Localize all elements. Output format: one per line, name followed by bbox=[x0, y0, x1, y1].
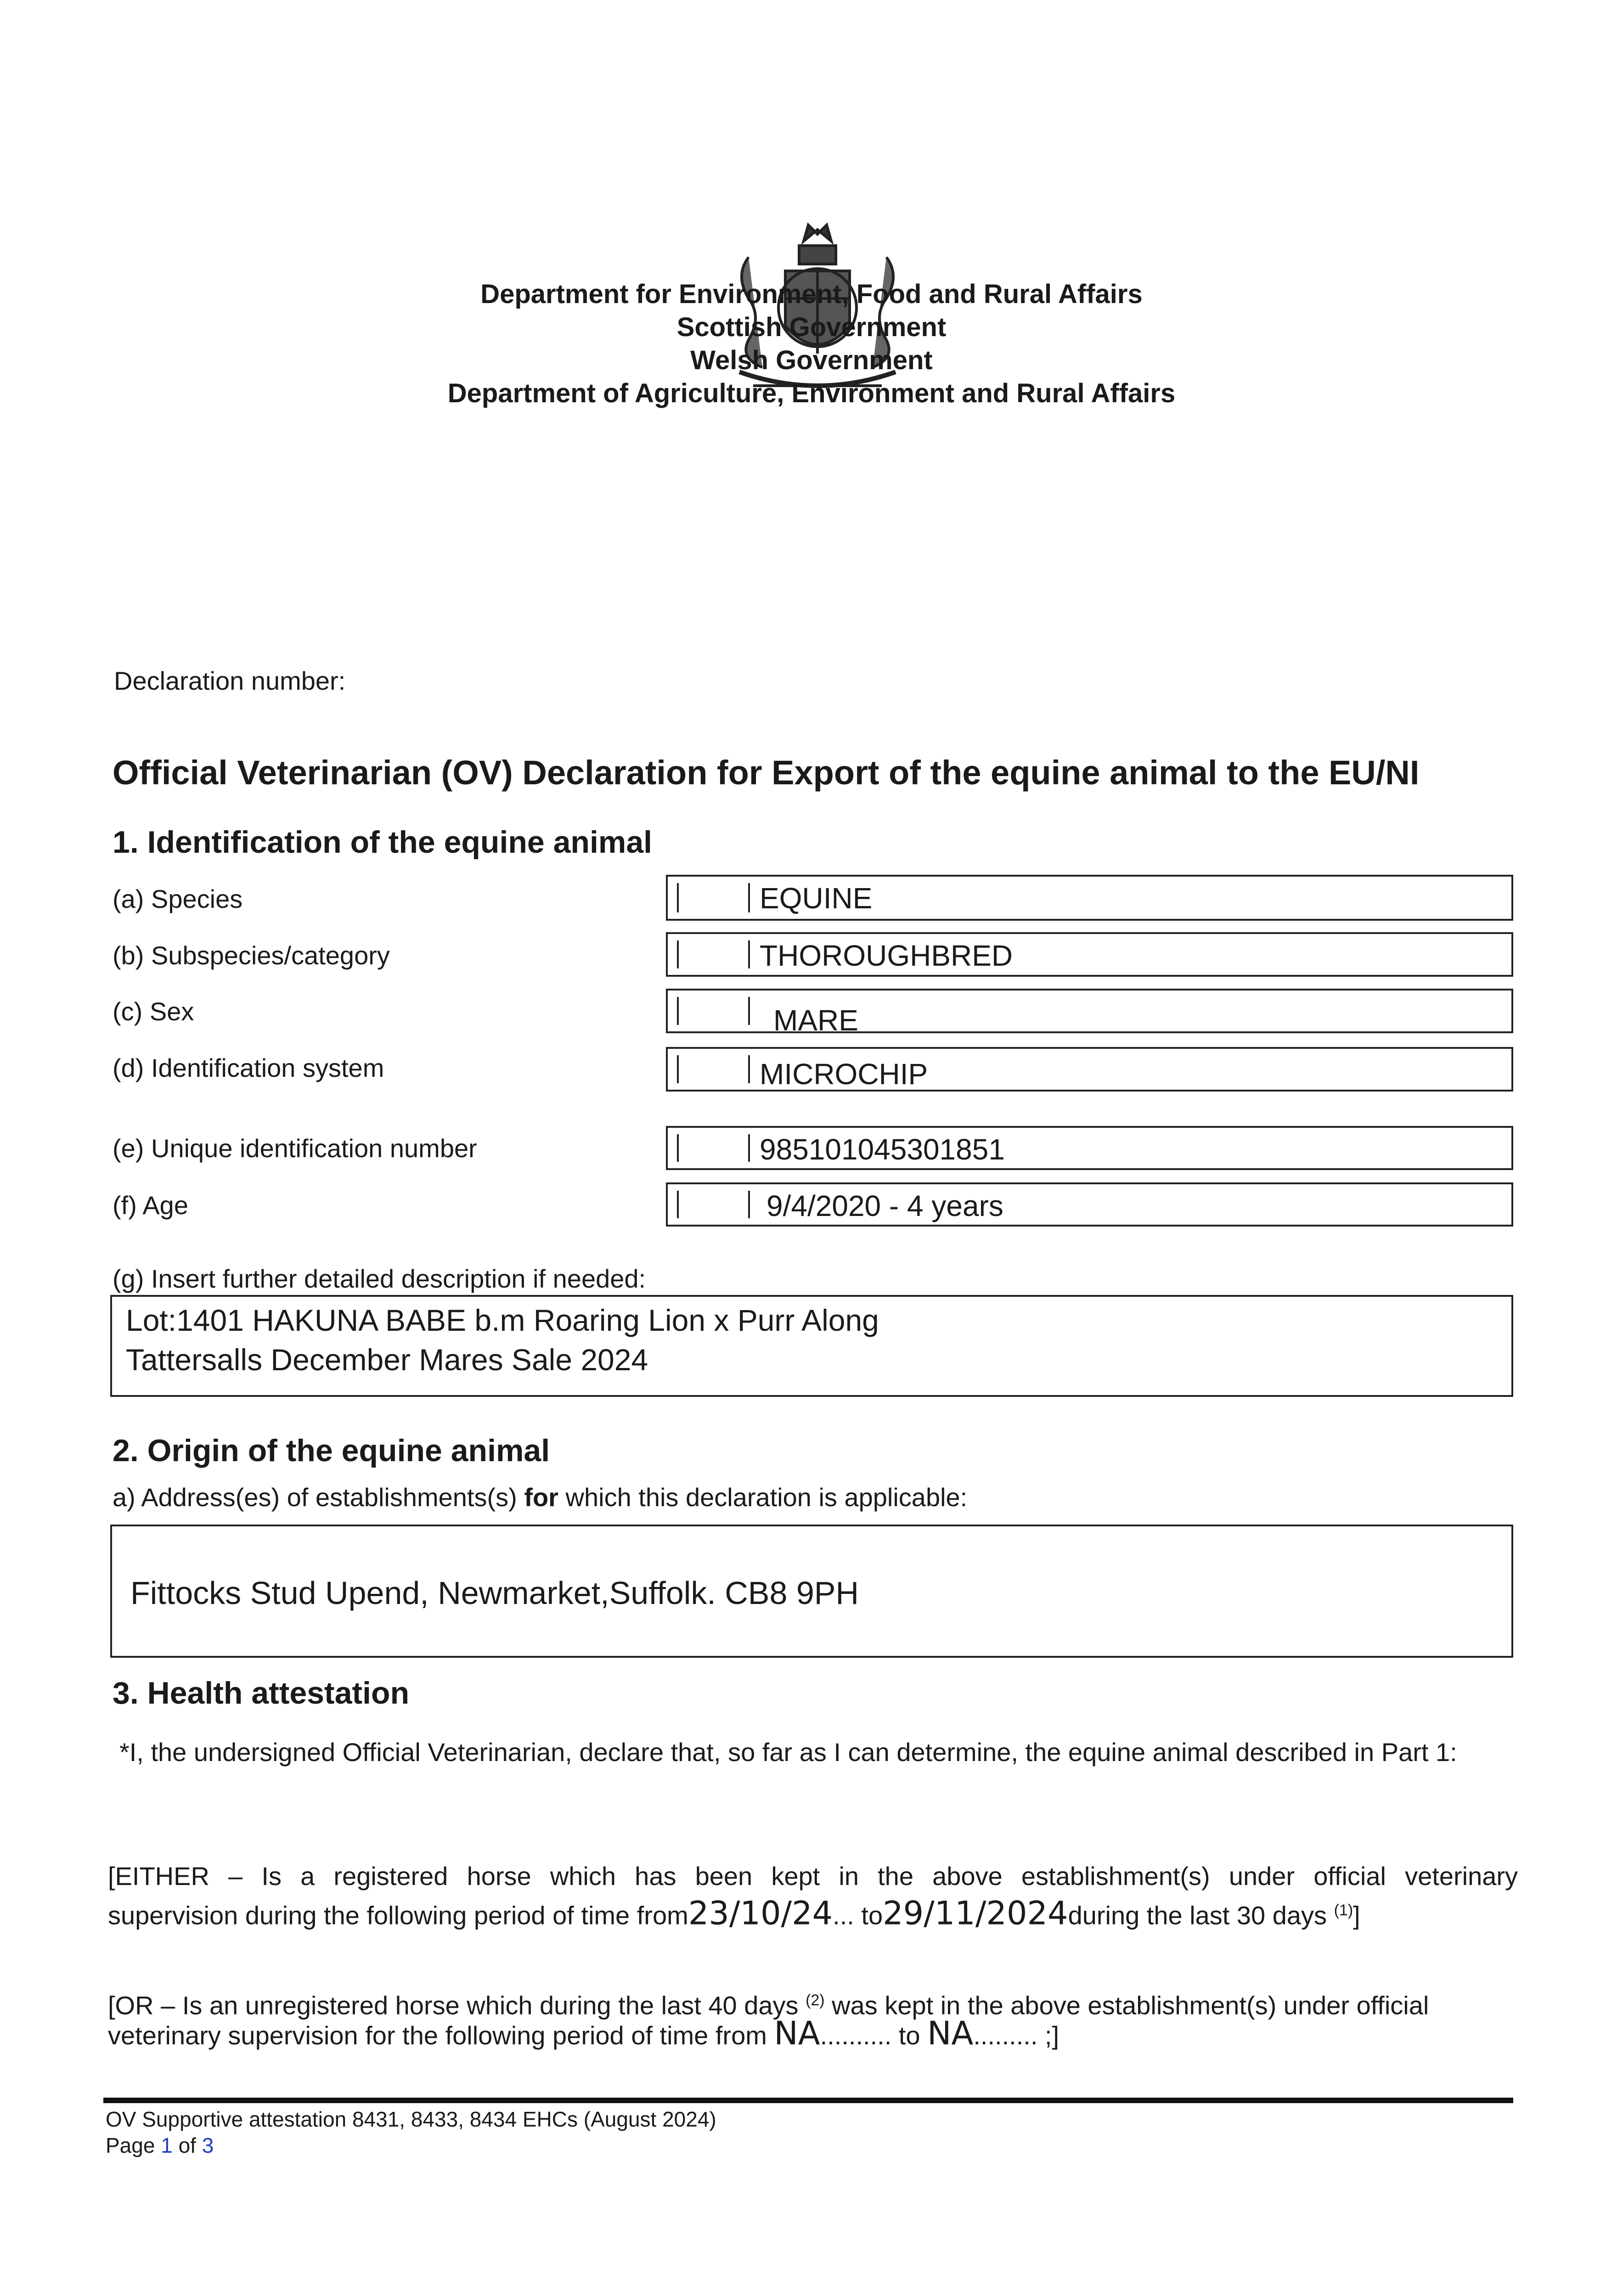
or-line-2: veterinary supervision for the following period of time from NA.......... to NA......... ;] bbox=[108, 2015, 1059, 2052]
unique-id-label: (e) Unique identification number bbox=[113, 1134, 477, 1163]
sex-label: (c) Sex bbox=[113, 997, 194, 1026]
address-value: Fittocks Stud Upend, Newmarket,Suffolk. CB8 9PH bbox=[130, 1575, 859, 1611]
or-date-from: NA bbox=[774, 2015, 820, 2052]
species-field bbox=[666, 875, 1513, 921]
footer-attestation: OV Supportive attestation 8431, 8433, 8434 EHCs (August 2024) bbox=[106, 2107, 716, 2131]
address-box bbox=[110, 1525, 1513, 1658]
section3-intro: *I, the undersigned Official Veterinarian, declare that, so far as I can determine, the equine animal described in Part 1: bbox=[119, 1738, 1457, 1767]
sex-field bbox=[666, 989, 1513, 1037]
declaration-number-label: Declaration number: bbox=[114, 666, 346, 695]
identification-system-label: (d) Identification system bbox=[113, 1053, 384, 1082]
footer-page-indicator: Page 1 of 3 bbox=[106, 2133, 214, 2157]
unique-id-field bbox=[666, 1126, 1513, 1170]
species-value: EQUINE bbox=[760, 882, 873, 915]
either-line-1: [EITHER – Is a registered horse which has been kept in the above establishment(s) under official veterinary bbox=[108, 1862, 1518, 1891]
age-label: (f) Age bbox=[113, 1191, 188, 1220]
dept-daera: Department of Agriculture, Environment and Rural Affairs bbox=[447, 378, 1176, 408]
footer-divider bbox=[103, 2098, 1513, 2103]
section3-heading: 3. Health attestation bbox=[113, 1676, 410, 1711]
age-field bbox=[666, 1182, 1513, 1227]
either-date-to: 29/11/2024 bbox=[883, 1894, 1068, 1932]
description-line-2: Tattersalls December Mares Sale 2024 bbox=[126, 1343, 648, 1377]
or-line-1: [OR – Is an unregistered horse which during the last 40 days $^{(2)}$ was kept in the above establishment(s) under official bbox=[108, 1991, 1429, 2020]
sex-value: MARE bbox=[773, 1004, 858, 1037]
or-date-to: NA bbox=[927, 2015, 974, 2052]
section2-heading: 2. Origin of the equine animal bbox=[113, 1433, 550, 1468]
either-date-from: 23/10/24 bbox=[688, 1894, 833, 1932]
subspecies-label: (b) Subspecies/category bbox=[113, 941, 390, 970]
document-title: Official Veterinarian (OV) Declaration for Export of the equine animal to the EU/NI bbox=[113, 754, 1420, 792]
section1-heading: 1. Identification of the equine animal bbox=[113, 825, 653, 860]
description-box bbox=[110, 1295, 1513, 1397]
identification-system-value: MICROCHIP bbox=[760, 1058, 928, 1091]
description-label: (g) Insert further detailed description if needed: bbox=[113, 1264, 646, 1293]
dept-defra: Department for Environment, Food and Rural Affairs bbox=[480, 279, 1143, 309]
species-label: (a) Species bbox=[113, 884, 243, 913]
unique-id-value: 985101045301851 bbox=[760, 1133, 1005, 1166]
section2-subheading: a) Address(es) of establishments(s) for which this declaration is applicable: bbox=[113, 1483, 968, 1512]
description-line-1: Lot:1401 HAKUNA BABE b.m Roaring Lion x Purr Along bbox=[126, 1303, 879, 1337]
age-value: 9/4/2020 - 4 years bbox=[766, 1189, 1003, 1222]
subspecies-field bbox=[666, 932, 1513, 977]
dept-scottish-government: Scottish Government bbox=[676, 312, 947, 342]
subspecies-value: THOROUGHBRED bbox=[760, 939, 1013, 972]
either-line-2: supervision during the following period of time from23/10/24... to29/11/2024during the last 30 days $^{(1)}$] bbox=[108, 1894, 1360, 1932]
identification-system-field bbox=[666, 1047, 1513, 1092]
dept-welsh-government: Welsh Government bbox=[690, 345, 933, 375]
